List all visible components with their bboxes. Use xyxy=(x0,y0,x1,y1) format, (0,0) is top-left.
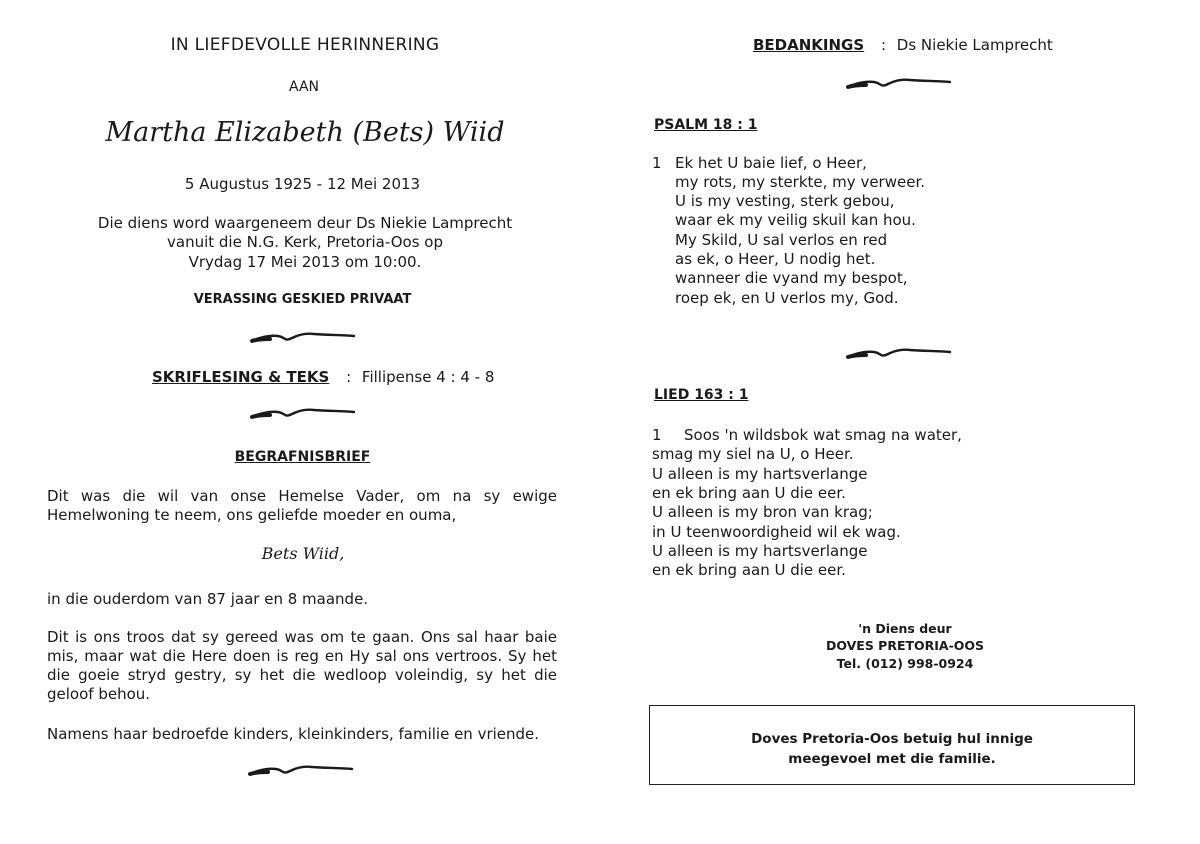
service-line-1: Die diens word waargeneem deur Ds Niekie Lamprecht xyxy=(97,214,513,232)
reading-label: SKRIFLESING & TEKS xyxy=(152,368,330,386)
thanks-label: BEDANKINGS xyxy=(753,36,865,54)
hymn-verse-number: 1 xyxy=(652,426,662,444)
reading-row xyxy=(152,368,494,387)
hymn-line: in U teenwoordigheid wil ek wag. xyxy=(652,523,901,541)
flourish-divider-2 xyxy=(248,403,358,423)
letter-paragraph-3: Dit is ons troos dat sy gereed was om te gaan. Ons sal haar baie mis, maar wat die Here doen is reg en Hy sal ons vertroos. Sy het die goeie stryd gestry, sy het die wedloop voleindig, sy het die geloof behou. xyxy=(47,628,557,703)
service-by: 'n Diens deur xyxy=(858,621,952,636)
hymn-line: U alleen is my hartsverlange xyxy=(652,542,868,560)
hymn-line: Soos 'n wildsbok wat smag na water, xyxy=(684,426,962,444)
company-phone: Tel. (012) 998-0924 xyxy=(836,656,974,671)
psalm-line: wanneer die vyand my bespot, xyxy=(675,269,908,287)
hymn-line: U alleen is my bron van krag; xyxy=(652,503,873,521)
letter-title: BEGRAFNISBRIEF xyxy=(234,449,371,465)
condolence-line-2: meegevoel met die familie. xyxy=(788,751,996,767)
reading-value: Fillipense 4 : 4 - 8 xyxy=(361,368,495,386)
letter-paragraph-4: Namens haar bedroefde kinders, kleinkinders, familie en vriende. xyxy=(47,725,540,743)
reading-sep: : xyxy=(346,368,352,386)
thanks-value: Ds Niekie Lamprecht xyxy=(896,36,1053,54)
flourish-divider-5 xyxy=(844,343,954,363)
life-dates: 5 Augustus 1925 - 12 Mei 2013 xyxy=(184,175,421,193)
aan-label: AAN xyxy=(288,79,320,95)
condolence-box xyxy=(649,705,1135,785)
flourish-divider-4 xyxy=(844,73,954,93)
service-line-3: Vrydag 17 Mei 2013 om 10:00. xyxy=(188,253,422,271)
hymn-line: en ek bring aan U die eer. xyxy=(652,484,846,502)
psalm-line: U is my vesting, sterk gebou, xyxy=(675,192,895,210)
thanks-row xyxy=(753,36,1053,55)
psalm-line: My Skild, U sal verlos en red xyxy=(675,231,888,249)
letter-name: Bets Wiid, xyxy=(261,544,345,563)
memorial-heading: IN LIEFDEVOLLE HERINNERING xyxy=(170,35,440,55)
service-line-2: vanuit die N.G. Kerk, Pretoria-Oos op xyxy=(167,233,443,251)
condolence-line-1: Doves Pretoria-Oos betuig hul innige xyxy=(751,731,1033,747)
hymn-line: U alleen is my hartsverlange xyxy=(652,465,868,483)
letter-paragraph-2: in die ouderdom van 87 jaar en 8 maande. xyxy=(47,590,369,608)
hymn-line: smag my siel na U, o Heer. xyxy=(652,445,854,463)
funeral-company: DOVES PRETORIA-OOS xyxy=(825,638,985,653)
psalm-line: Ek het U baie lief, o Heer, xyxy=(675,154,867,172)
thanks-sep: : xyxy=(880,36,887,54)
psalm-line: roep ek, en U verlos my, God. xyxy=(675,289,899,307)
hymn-title: LIED 163 : 1 xyxy=(654,387,749,403)
hymn-line: en ek bring aan U die eer. xyxy=(652,561,846,579)
psalm-title: PSALM 18 : 1 xyxy=(654,117,758,133)
psalm-line: as ek, o Heer, U nodig het. xyxy=(675,250,876,268)
psalm-verse-number: 1 xyxy=(652,154,662,172)
cremation-note: VERASSING GESKIED PRIVAAT xyxy=(193,292,412,307)
psalm-line: waar ek my veilig skuil kan hou. xyxy=(675,211,916,229)
psalm-line: my rots, my sterkte, my verweer. xyxy=(675,173,925,191)
flourish-divider-3 xyxy=(246,760,356,780)
letter-paragraph-1: Dit was die wil van onse Hemelse Vader, om na sy ewige Hemelwoning te neem, ons geliefde moeder en ouma, xyxy=(47,487,557,524)
deceased-name: Martha Elizabeth (Bets) Wiid xyxy=(105,117,505,148)
flourish-divider-1 xyxy=(248,327,358,347)
